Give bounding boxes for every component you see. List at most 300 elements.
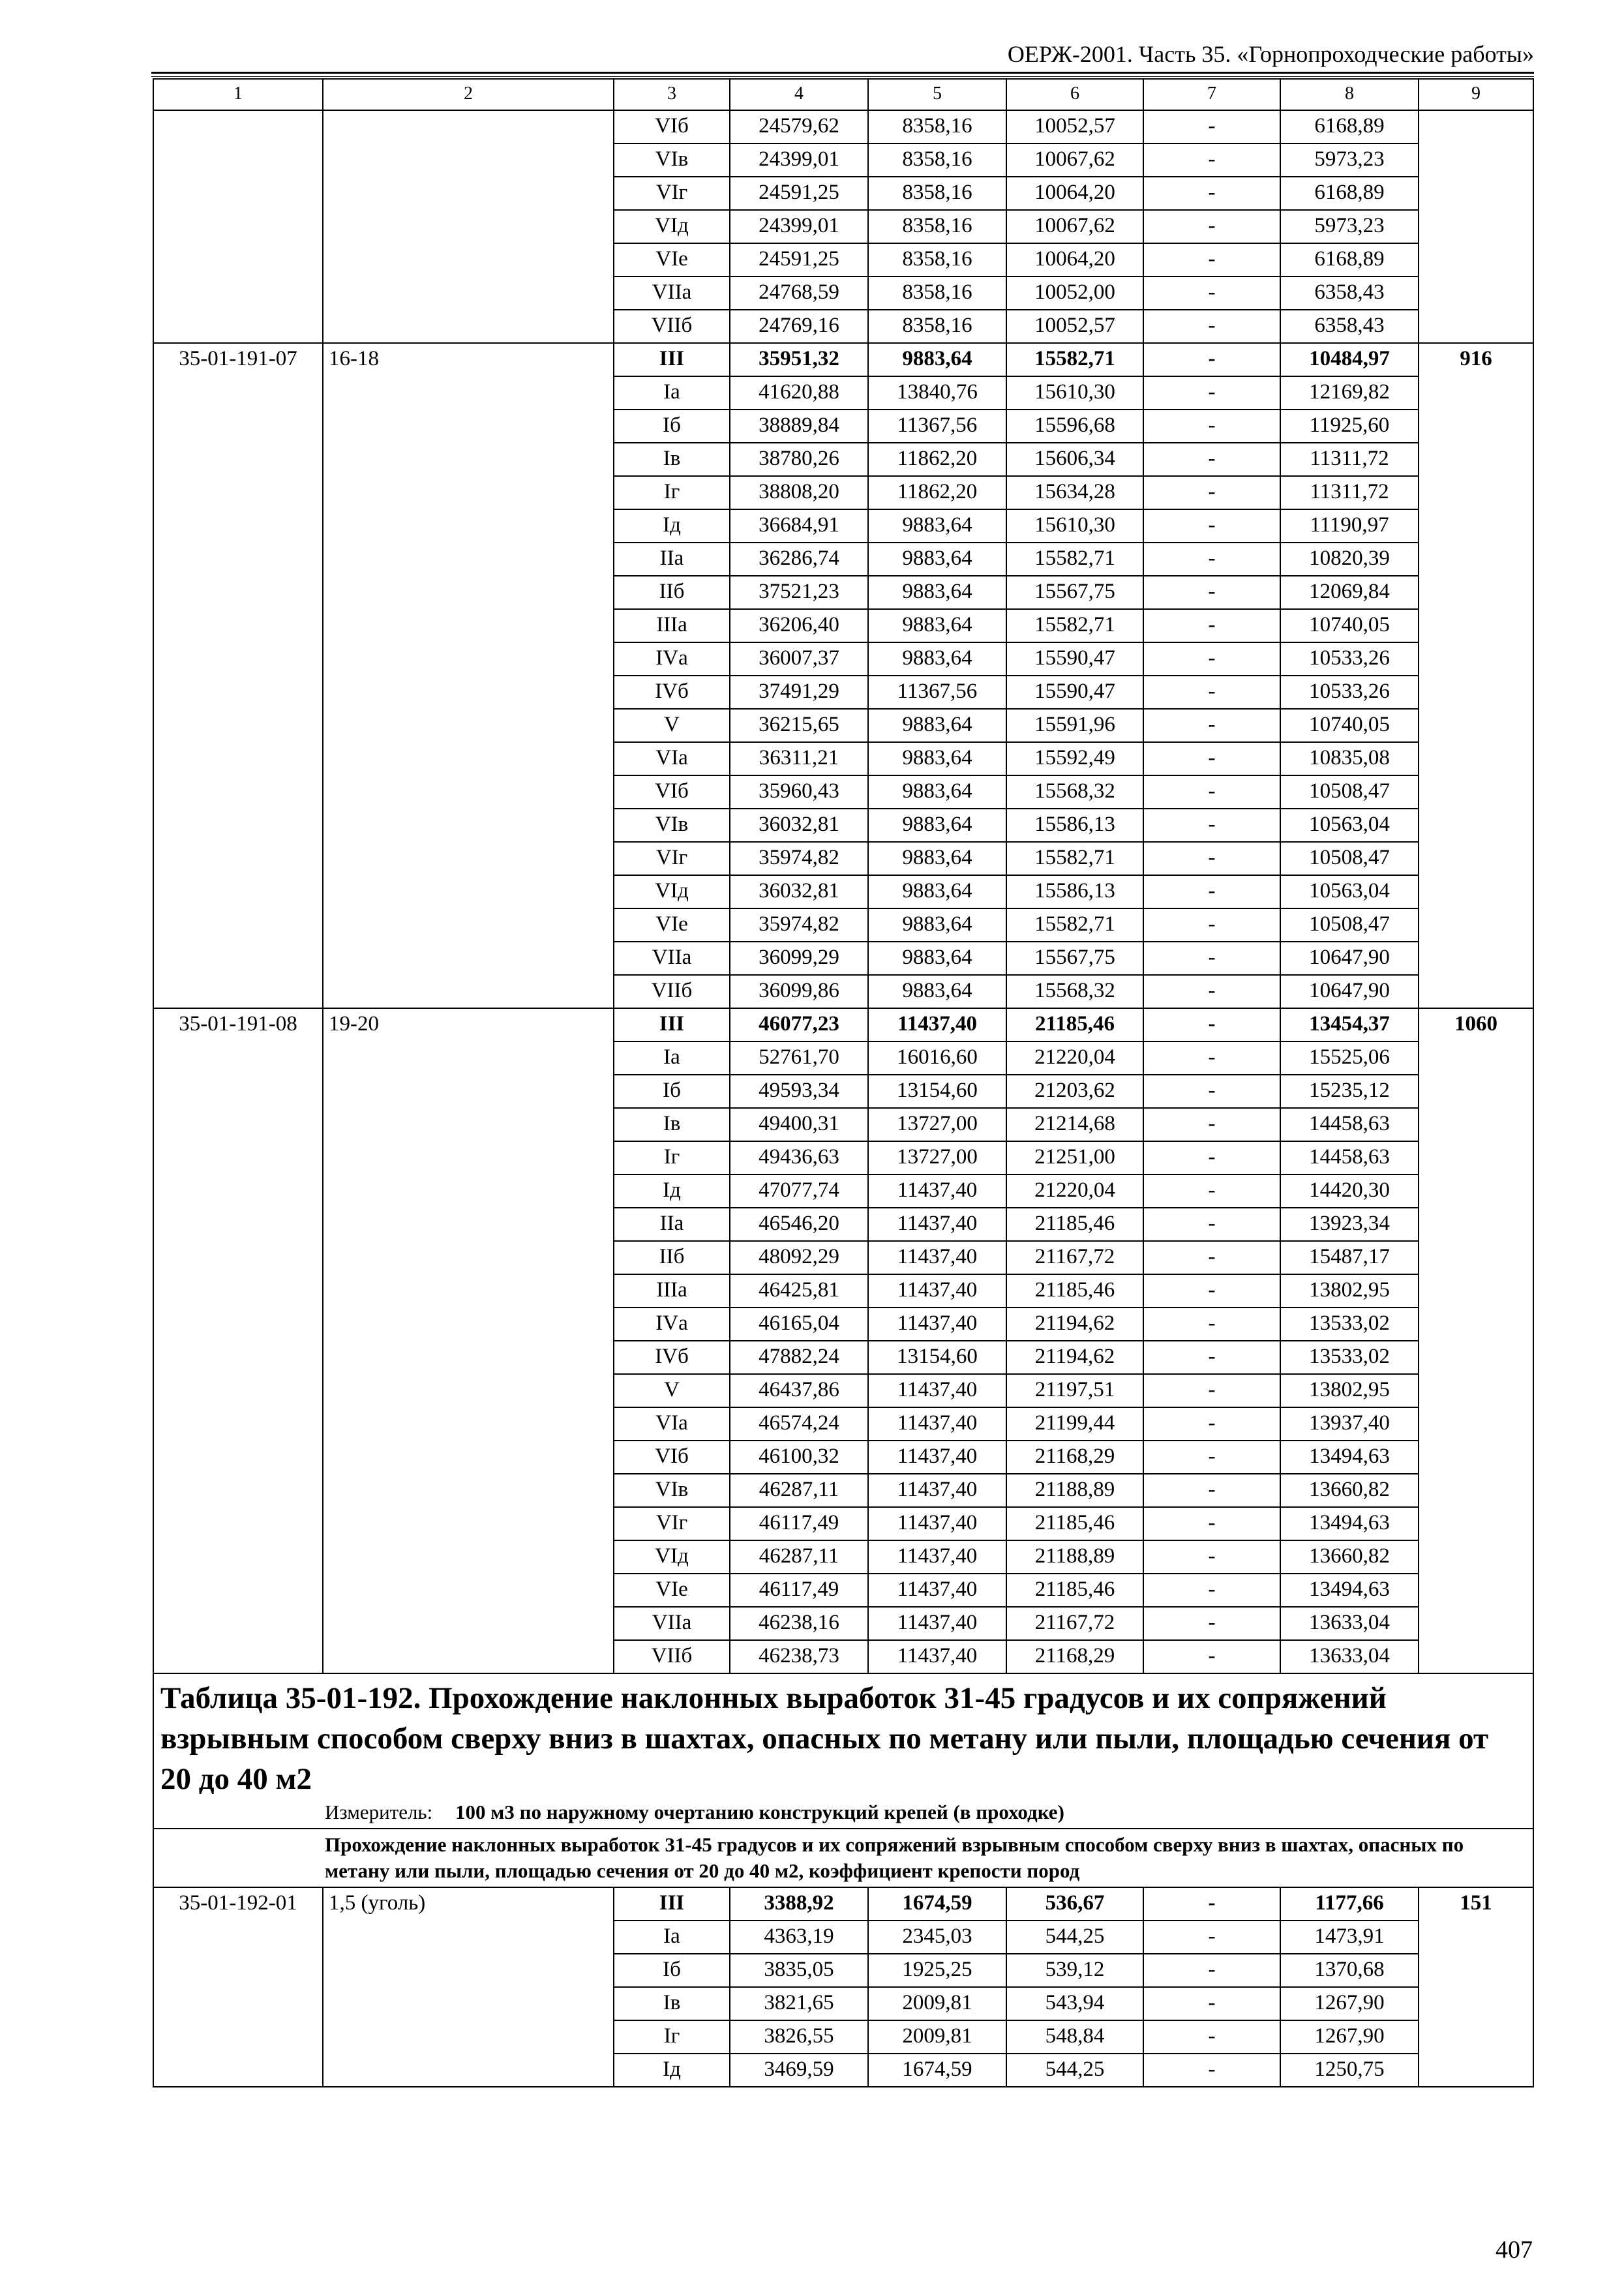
column-number-cell: 2 <box>323 79 614 110</box>
value-cell: 35960,43 <box>730 775 868 809</box>
value-cell: 10064,20 <box>1006 243 1143 277</box>
value-cell: 6358,43 <box>1280 310 1419 343</box>
coefficient-cell: III <box>614 343 730 376</box>
value-cell: 46117,49 <box>730 1574 868 1607</box>
value-cell: 8358,16 <box>868 310 1006 343</box>
value-cell: 21168,29 <box>1006 1640 1143 1673</box>
coefficient-cell: VIIа <box>614 1607 730 1640</box>
value-cell: 21199,44 <box>1006 1407 1143 1441</box>
value-cell: 10563,04 <box>1280 875 1419 908</box>
param-cell: 1,5 (уголь) <box>323 1887 614 2087</box>
value-cell: 13660,82 <box>1280 1474 1419 1507</box>
coefficient-cell: Iа <box>614 1921 730 1954</box>
value-cell: 10052,57 <box>1006 110 1143 143</box>
coefficient-cell: IIIа <box>614 609 730 642</box>
coefficient-cell: VIв <box>614 809 730 842</box>
value-cell: 15582,71 <box>1006 543 1143 576</box>
value-cell: 6168,89 <box>1280 243 1419 277</box>
value-cell: 8358,16 <box>868 143 1006 177</box>
value-cell: 11437,40 <box>868 1308 1006 1341</box>
value-cell: 10508,47 <box>1280 908 1419 942</box>
value-cell: - <box>1143 210 1280 243</box>
value-cell: 15568,32 <box>1006 775 1143 809</box>
value-cell: 15582,71 <box>1006 908 1143 942</box>
value-cell: 46287,11 <box>730 1474 868 1507</box>
value-cell: 13727,00 <box>868 1108 1006 1141</box>
value-cell: 46238,73 <box>730 1640 868 1673</box>
coefficient-cell: Iа <box>614 1041 730 1075</box>
coefficient-cell: Iд <box>614 1174 730 1208</box>
coefficient-cell: VIIа <box>614 942 730 975</box>
value-cell: 37521,23 <box>730 576 868 609</box>
value-cell: 11190,97 <box>1280 509 1419 543</box>
value-cell: 1177,66 <box>1280 1887 1419 1921</box>
value-cell: 24579,62 <box>730 110 868 143</box>
value-cell: 38808,20 <box>730 476 868 509</box>
value-cell: 35951,32 <box>730 343 868 376</box>
value-cell: - <box>1143 576 1280 609</box>
value-cell: 36099,29 <box>730 942 868 975</box>
value-cell: 11437,40 <box>868 1540 1006 1574</box>
value-cell: 11437,40 <box>868 1474 1006 1507</box>
value-cell: 21167,72 <box>1006 1241 1143 1274</box>
value-cell: 1267,90 <box>1280 1987 1419 2020</box>
coefficient-cell: IIб <box>614 576 730 609</box>
value-cell: - <box>1143 775 1280 809</box>
value-cell: 13660,82 <box>1280 1540 1419 1574</box>
value-cell: 2009,81 <box>868 2020 1006 2054</box>
value-cell: - <box>1143 1075 1280 1108</box>
coefficient-cell: Iв <box>614 1108 730 1141</box>
value-cell: 13154,60 <box>868 1075 1006 1108</box>
table-title-text: Таблица 35-01-192. Прохождение наклонных выработок 31-45 градусов и их сопряжений взрывным способом сверху вниз в шахтах, опасных по метану или пыли, площадью сечения от 20 до 40 м2 <box>160 1681 1489 1796</box>
coefficient-cell: VIв <box>614 143 730 177</box>
value-cell: 41620,88 <box>730 376 868 410</box>
value-cell: 15567,75 <box>1006 942 1143 975</box>
workers-cell <box>1419 110 1533 343</box>
value-cell: 539,12 <box>1006 1954 1143 1987</box>
value-cell: 6358,43 <box>1280 277 1419 310</box>
value-cell: - <box>1143 1474 1280 1507</box>
value-cell: 46425,81 <box>730 1274 868 1308</box>
column-number-cell: 9 <box>1419 79 1533 110</box>
coefficient-cell: IVа <box>614 1308 730 1341</box>
value-cell: 15487,17 <box>1280 1241 1419 1274</box>
value-cell: 15590,47 <box>1006 676 1143 709</box>
value-cell: 21188,89 <box>1006 1540 1143 1574</box>
value-cell: 11311,72 <box>1280 443 1419 476</box>
value-cell: - <box>1143 1341 1280 1374</box>
value-cell: 36032,81 <box>730 875 868 908</box>
value-cell: 36007,37 <box>730 642 868 676</box>
value-cell: 46100,32 <box>730 1441 868 1474</box>
value-cell: 11437,40 <box>868 1174 1006 1208</box>
value-cell: 9883,64 <box>868 875 1006 908</box>
value-cell: - <box>1143 609 1280 642</box>
value-cell: 13802,95 <box>1280 1274 1419 1308</box>
value-cell: 21188,89 <box>1006 1474 1143 1507</box>
coefficient-cell: VIб <box>614 1441 730 1474</box>
value-cell: - <box>1143 709 1280 742</box>
value-cell: 13494,63 <box>1280 1507 1419 1540</box>
measure-text: 100 м3 по наружному очертанию конструкций крепей (в проходке) <box>455 1801 1064 1823</box>
table-title-row <box>153 1673 1533 1829</box>
value-cell: - <box>1143 543 1280 576</box>
value-cell: 3835,05 <box>730 1954 868 1987</box>
value-cell: 11367,56 <box>868 676 1006 709</box>
column-number-cell: 8 <box>1280 79 1419 110</box>
value-cell: - <box>1143 1208 1280 1241</box>
value-cell: - <box>1143 875 1280 908</box>
value-cell: 46574,24 <box>730 1407 868 1441</box>
value-cell: - <box>1143 2020 1280 2054</box>
value-cell: 10052,00 <box>1006 277 1143 310</box>
value-cell: - <box>1143 1041 1280 1075</box>
value-cell: - <box>1143 1274 1280 1308</box>
value-cell: 38889,84 <box>730 410 868 443</box>
coefficient-cell: Iд <box>614 509 730 543</box>
value-cell: 15568,32 <box>1006 975 1143 1008</box>
value-cell: 21251,00 <box>1006 1141 1143 1174</box>
value-cell: 10647,90 <box>1280 942 1419 975</box>
column-number-row <box>153 79 1533 110</box>
value-cell: 14458,63 <box>1280 1108 1419 1141</box>
value-cell: 11437,40 <box>868 1274 1006 1308</box>
code-cell <box>153 110 323 343</box>
value-cell: 10647,90 <box>1280 975 1419 1008</box>
value-cell: 15610,30 <box>1006 509 1143 543</box>
value-cell: 8358,16 <box>868 210 1006 243</box>
workers-cell: 1060 <box>1419 1008 1533 1673</box>
workers-cell: 916 <box>1419 343 1533 1008</box>
param-cell: 19-20 <box>323 1008 614 1673</box>
value-cell: - <box>1143 1008 1280 1041</box>
measure-label: Измеритель: <box>325 1801 433 1823</box>
value-cell: 36286,74 <box>730 543 868 576</box>
value-cell: 15582,71 <box>1006 343 1143 376</box>
value-cell: 36684,91 <box>730 509 868 543</box>
value-cell: 13533,02 <box>1280 1308 1419 1341</box>
value-cell: 11437,40 <box>868 1407 1006 1441</box>
column-number-cell: 7 <box>1143 79 1280 110</box>
coefficient-cell: IVа <box>614 642 730 676</box>
value-cell: 2009,81 <box>868 1987 1006 2020</box>
table-row <box>153 110 1533 143</box>
value-cell: 9883,64 <box>868 343 1006 376</box>
value-cell: 21185,46 <box>1006 1274 1143 1308</box>
value-cell: - <box>1143 842 1280 875</box>
coefficient-cell: VIIб <box>614 1640 730 1673</box>
value-cell: 15596,68 <box>1006 410 1143 443</box>
value-cell: 548,84 <box>1006 2020 1143 2054</box>
value-cell: 10067,62 <box>1006 143 1143 177</box>
value-cell: 13840,76 <box>868 376 1006 410</box>
value-cell: 543,94 <box>1006 1987 1143 2020</box>
value-cell: 15586,13 <box>1006 875 1143 908</box>
value-cell: 11437,40 <box>868 1241 1006 1274</box>
coefficient-cell: Iд <box>614 2054 730 2087</box>
value-cell: 13494,63 <box>1280 1441 1419 1474</box>
value-cell: 12069,84 <box>1280 576 1419 609</box>
value-cell: 3388,92 <box>730 1887 868 1921</box>
coefficient-cell: VIб <box>614 110 730 143</box>
column-number-cell: 6 <box>1006 79 1143 110</box>
value-cell: 1674,59 <box>868 2054 1006 2087</box>
coefficient-cell: Iг <box>614 2020 730 2054</box>
param-cell <box>323 110 614 343</box>
value-cell: 21214,68 <box>1006 1108 1143 1141</box>
value-cell: - <box>1143 410 1280 443</box>
coefficient-cell: V <box>614 1374 730 1407</box>
value-cell: - <box>1143 1607 1280 1640</box>
value-cell: 15590,47 <box>1006 642 1143 676</box>
value-cell: 9883,64 <box>868 775 1006 809</box>
value-cell: 15591,96 <box>1006 709 1143 742</box>
value-cell: 49593,34 <box>730 1075 868 1108</box>
coefficient-cell: VIа <box>614 1407 730 1441</box>
header-rule <box>151 72 1534 74</box>
value-cell: 9883,64 <box>868 576 1006 609</box>
value-cell: - <box>1143 110 1280 143</box>
value-cell: 21197,51 <box>1006 1374 1143 1407</box>
coefficient-cell: IIIа <box>614 1274 730 1308</box>
value-cell: - <box>1143 1887 1280 1921</box>
coefficient-cell: VIд <box>614 875 730 908</box>
value-cell: 16016,60 <box>868 1041 1006 1075</box>
value-cell: 14458,63 <box>1280 1141 1419 1174</box>
running-header: ОЕРЖ-2001. Часть 35. «Горнопроходческие работы» <box>1007 41 1534 67</box>
value-cell: 13727,00 <box>868 1141 1006 1174</box>
value-cell: - <box>1143 1640 1280 1673</box>
value-cell: 24399,01 <box>730 143 868 177</box>
value-cell: - <box>1143 143 1280 177</box>
coefficient-cell: Iб <box>614 410 730 443</box>
value-cell: - <box>1143 1241 1280 1274</box>
value-cell: 9883,64 <box>868 942 1006 975</box>
value-cell: 21185,46 <box>1006 1208 1143 1241</box>
coefficient-cell: V <box>614 709 730 742</box>
value-cell: 12169,82 <box>1280 376 1419 410</box>
value-cell: - <box>1143 809 1280 842</box>
value-cell: 8358,16 <box>868 243 1006 277</box>
value-cell: 24768,59 <box>730 277 868 310</box>
value-cell: 49400,31 <box>730 1108 868 1141</box>
value-cell: 46077,23 <box>730 1008 868 1041</box>
value-cell: 9883,64 <box>868 809 1006 842</box>
value-cell: 49436,63 <box>730 1141 868 1174</box>
value-cell: 21203,62 <box>1006 1075 1143 1108</box>
coefficient-cell: VIв <box>614 1474 730 1507</box>
value-cell: 544,25 <box>1006 2054 1143 2087</box>
value-cell: - <box>1143 277 1280 310</box>
value-cell: 36032,81 <box>730 809 868 842</box>
value-cell: 10533,26 <box>1280 642 1419 676</box>
coefficient-cell: Iг <box>614 1141 730 1174</box>
coefficient-cell: VIб <box>614 775 730 809</box>
group-main-row <box>153 343 1533 376</box>
value-cell: 1250,75 <box>1280 2054 1419 2087</box>
value-cell: 3821,65 <box>730 1987 868 2020</box>
coefficient-cell: VIд <box>614 1540 730 1574</box>
value-cell: 536,67 <box>1006 1887 1143 1921</box>
value-cell: - <box>1143 376 1280 410</box>
value-cell: - <box>1143 1108 1280 1141</box>
value-cell: 24399,01 <box>730 210 868 243</box>
value-cell: 11437,40 <box>868 1374 1006 1407</box>
value-cell: 38780,26 <box>730 443 868 476</box>
coefficient-cell: Iб <box>614 1954 730 1987</box>
coefficient-cell: Iг <box>614 476 730 509</box>
value-cell: 1370,68 <box>1280 1954 1419 1987</box>
value-cell: 10533,26 <box>1280 676 1419 709</box>
coefficient-cell: VIг <box>614 1507 730 1540</box>
value-cell: 21220,04 <box>1006 1041 1143 1075</box>
value-cell: 13633,04 <box>1280 1607 1419 1640</box>
value-cell: 46117,49 <box>730 1507 868 1540</box>
param-cell: 16-18 <box>323 343 614 1008</box>
coefficient-cell: III <box>614 1008 730 1041</box>
value-cell: 9883,64 <box>868 642 1006 676</box>
value-cell: 10064,20 <box>1006 177 1143 210</box>
value-cell: - <box>1143 1141 1280 1174</box>
value-cell: 15634,28 <box>1006 476 1143 509</box>
value-cell: 47882,24 <box>730 1341 868 1374</box>
value-cell: 21194,62 <box>1006 1341 1143 1374</box>
value-cell: 1925,25 <box>868 1954 1006 1987</box>
column-number-cell: 4 <box>730 79 868 110</box>
value-cell: 10820,39 <box>1280 543 1419 576</box>
value-cell: - <box>1143 243 1280 277</box>
value-cell: 6168,89 <box>1280 110 1419 143</box>
value-cell: 9883,64 <box>868 908 1006 942</box>
value-cell: 13454,37 <box>1280 1008 1419 1041</box>
value-cell: - <box>1143 1441 1280 1474</box>
coefficient-cell: Iв <box>614 1987 730 2020</box>
value-cell: 35974,82 <box>730 842 868 875</box>
rates-table <box>153 78 1534 2087</box>
value-cell: 11311,72 <box>1280 476 1419 509</box>
value-cell: 21167,72 <box>1006 1607 1143 1640</box>
coefficient-cell: VIIа <box>614 277 730 310</box>
value-cell: 36206,40 <box>730 609 868 642</box>
coefficient-cell: Iв <box>614 443 730 476</box>
value-cell: - <box>1143 942 1280 975</box>
value-cell: - <box>1143 509 1280 543</box>
value-cell: - <box>1143 742 1280 775</box>
value-cell: - <box>1143 1507 1280 1540</box>
coefficient-cell: VIIб <box>614 310 730 343</box>
value-cell: 21194,62 <box>1006 1308 1143 1341</box>
table-body <box>153 79 1533 2087</box>
value-cell: 1473,91 <box>1280 1921 1419 1954</box>
value-cell: 1674,59 <box>868 1887 1006 1921</box>
value-cell: 11437,40 <box>868 1607 1006 1640</box>
value-cell: 10067,62 <box>1006 210 1143 243</box>
value-cell: - <box>1143 177 1280 210</box>
section-description-row <box>153 1829 1533 1887</box>
value-cell: 5973,23 <box>1280 143 1419 177</box>
value-cell: 9883,64 <box>868 543 1006 576</box>
value-cell: 11437,40 <box>868 1008 1006 1041</box>
value-cell: - <box>1143 1174 1280 1208</box>
value-cell: - <box>1143 1374 1280 1407</box>
value-cell: 1267,90 <box>1280 2020 1419 2054</box>
value-cell: 13494,63 <box>1280 1574 1419 1607</box>
value-cell: - <box>1143 476 1280 509</box>
coefficient-cell: VIд <box>614 210 730 243</box>
value-cell: 47077,74 <box>730 1174 868 1208</box>
value-cell: 11437,40 <box>868 1441 1006 1474</box>
value-cell: - <box>1143 1921 1280 1954</box>
value-cell: 13533,02 <box>1280 1341 1419 1374</box>
coefficient-cell: VIе <box>614 1574 730 1607</box>
value-cell: 36215,65 <box>730 709 868 742</box>
value-cell: 15592,49 <box>1006 742 1143 775</box>
value-cell: 8358,16 <box>868 277 1006 310</box>
value-cell: 3826,55 <box>730 2020 868 2054</box>
coefficient-cell: VIе <box>614 243 730 277</box>
coefficient-cell: VIIб <box>614 975 730 1008</box>
coefficient-cell: VIг <box>614 842 730 875</box>
value-cell: 9883,64 <box>868 509 1006 543</box>
value-cell: - <box>1143 676 1280 709</box>
value-cell: 52761,70 <box>730 1041 868 1075</box>
value-cell: 48092,29 <box>730 1241 868 1274</box>
value-cell: 15235,12 <box>1280 1075 1419 1108</box>
value-cell: 9883,64 <box>868 975 1006 1008</box>
coefficient-cell: IIа <box>614 1208 730 1241</box>
coefficient-cell: III <box>614 1887 730 1921</box>
value-cell: 24591,25 <box>730 177 868 210</box>
value-cell: 8358,16 <box>868 177 1006 210</box>
value-cell: - <box>1143 1308 1280 1341</box>
value-cell: - <box>1143 1540 1280 1574</box>
value-cell: 11437,40 <box>868 1507 1006 1540</box>
value-cell: 3469,59 <box>730 2054 868 2087</box>
value-cell: 13154,60 <box>868 1341 1006 1374</box>
workers-cell: 151 <box>1419 1887 1533 2087</box>
value-cell: 11437,40 <box>868 1640 1006 1673</box>
value-cell: - <box>1143 975 1280 1008</box>
value-cell: - <box>1143 1954 1280 1987</box>
value-cell: 13802,95 <box>1280 1374 1419 1407</box>
coefficient-cell: IVб <box>614 1341 730 1374</box>
value-cell: 37491,29 <box>730 676 868 709</box>
value-cell: 11862,20 <box>868 443 1006 476</box>
value-cell: 6168,89 <box>1280 177 1419 210</box>
value-cell: 5973,23 <box>1280 210 1419 243</box>
value-cell: 11925,60 <box>1280 410 1419 443</box>
value-cell: 11437,40 <box>868 1208 1006 1241</box>
value-cell: 2345,03 <box>868 1921 1006 1954</box>
value-cell: 15606,34 <box>1006 443 1143 476</box>
value-cell: - <box>1143 1407 1280 1441</box>
value-cell: 10740,05 <box>1280 709 1419 742</box>
measure-line <box>160 1799 1526 1825</box>
value-cell: 9883,64 <box>868 742 1006 775</box>
group-main-row <box>153 1008 1533 1041</box>
coefficient-cell: VIа <box>614 742 730 775</box>
header-rule-thin <box>151 76 1534 77</box>
value-cell: - <box>1143 1574 1280 1607</box>
value-cell: 35974,82 <box>730 908 868 942</box>
value-cell: - <box>1143 908 1280 942</box>
value-cell: 21185,46 <box>1006 1507 1143 1540</box>
coefficient-cell: Iб <box>614 1075 730 1108</box>
coefficient-cell: Iа <box>614 376 730 410</box>
value-cell: - <box>1143 443 1280 476</box>
value-cell: - <box>1143 343 1280 376</box>
